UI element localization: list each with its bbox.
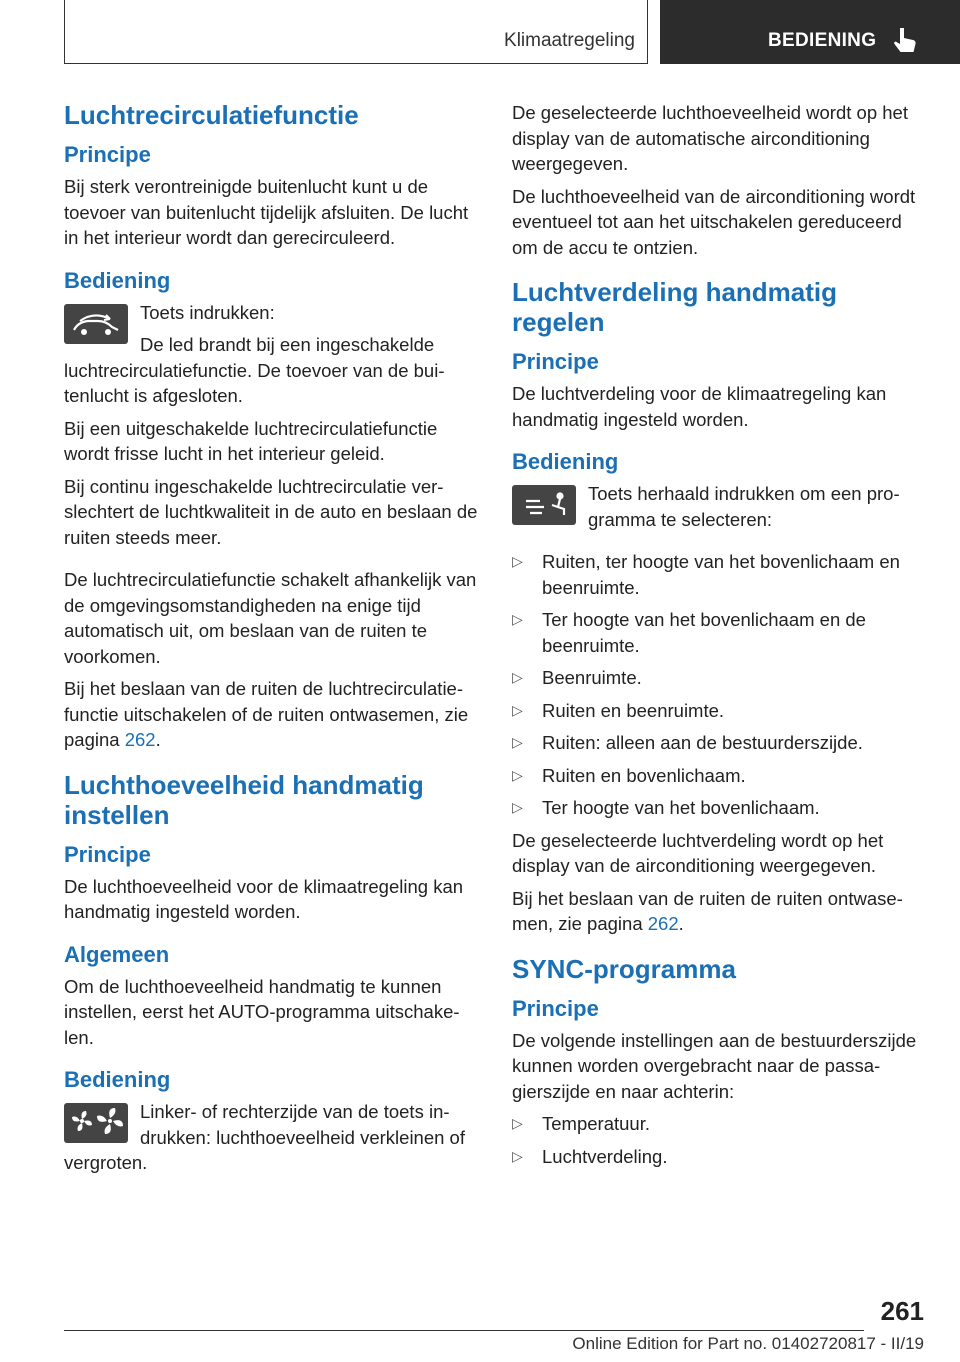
recirculation-button-icon — [64, 304, 128, 344]
recirculation-key-block — [64, 300, 482, 416]
right-column — [512, 100, 930, 1176]
subheading-principe: Principe — [512, 349, 599, 374]
page-number: 261 — [880, 1296, 924, 1326]
page-link-262[interactable]: 262 — [124, 729, 156, 750]
subheading-bediening: Bediening — [512, 449, 619, 474]
triangle-icon: ▷ — [512, 611, 523, 627]
chapter-title: Klimaatregeling — [504, 30, 635, 51]
pointing-hand-icon — [892, 26, 918, 54]
heading-air-volume: Luchthoeveelheid handmatig instellen — [64, 769, 424, 830]
header-section-box — [660, 0, 960, 64]
footer-divider — [64, 1330, 864, 1331]
sync-list — [512, 1111, 930, 1169]
paragraph: De volgende instellingen aan de bestuurderszijde kunnen worden overgebracht naar de passagierszijde en naar achterin: — [512, 1029, 917, 1102]
list-item: ▷ Ruiten, ter hoogte van het bovenlichaam en beenruimte. — [512, 551, 900, 598]
header-chapter-box — [64, 0, 648, 64]
page-header — [0, 0, 960, 66]
list-item: ▷ Luchtverdeling. — [512, 1144, 930, 1170]
triangle-icon: ▷ — [512, 734, 523, 750]
footer-edition: Online Edition for Part no. 01402720817 - II/19 — [572, 1334, 924, 1353]
subheading-bediening: Bediening — [64, 267, 171, 293]
distribution-key-block — [512, 481, 930, 539]
paragraph: De luchthoeveelheid van de airconditioning wordt eventueel tot aan het uitschakelen gereduceerd om de accu te ontzien. — [512, 185, 916, 258]
paragraph: De geselecteerde luchthoeveelheid wordt op het display van de automatische airconditioning weergegeven. — [512, 102, 908, 174]
list-item: ▷ Temperatuur. — [512, 1111, 930, 1137]
triangle-icon: ▷ — [512, 799, 523, 815]
air-distribution-button-icon — [512, 485, 576, 525]
triangle-icon: ▷ — [512, 1115, 523, 1131]
subheading-algemeen: Algemeen — [64, 941, 170, 967]
list-item: ▷ Ter hoogte van het bovenlichaam en de beenruimte. — [512, 609, 866, 656]
paragraph: Bij het beslaan van de ruiten de luchtrecirculatiefunctie uitschakelen of de ruiten ontwasemen, zie pagina 262. — [64, 678, 469, 750]
page-link-262[interactable]: 262 — [647, 913, 679, 934]
list-item: ▷ Beenruimte. — [512, 665, 930, 691]
distribution-list — [512, 549, 930, 821]
triangle-icon: ▷ — [512, 669, 523, 685]
list-item: ▷ Ter hoogte van het bovenlichaam. — [512, 795, 930, 821]
triangle-icon: ▷ — [512, 701, 523, 718]
paragraph: De led brandt bij een ingeschakelde luchtrecirculatiefunctie. De toevoer van de buitenlucht is afgesloten. — [64, 334, 445, 406]
paragraph: De luchtrecirculatiefunctie schakelt afhankelijk van de omgevingsomstandigheden na enige tijd automatisch uit, om beslaan van de ruiten te voorkomen. — [64, 569, 477, 667]
paragraph: De luchtverdeling voor de klimaatregeling kan handmatig ingesteld worden. — [512, 383, 887, 430]
section-title: BEDIENING — [768, 30, 877, 51]
subheading-principe: Principe — [512, 995, 599, 1021]
list-item: ▷ Ruiten en bovenlichaam. — [512, 763, 930, 789]
paragraph: Bij het beslaan van de ruiten de ruiten ontwasemen, zie pagina 262. — [512, 887, 903, 934]
paragraph: Linker- of rechterzijde van de toets indrukken: luchthoeveelheid verkleinen of vergroten. — [64, 1101, 465, 1173]
paragraph: Bij sterk verontreinigde buitenlucht kunt u de toevoer van buitenlucht tijdelijk afsluiten. De lucht in het interieur wordt dan gerecirculeerd. — [64, 176, 469, 248]
subheading-principe: Principe — [64, 841, 151, 867]
paragraph: Bij continu ingeschakelde luchtrecirculatie verslechtert de luchtkwaliteit in de auto en beslaan de ruiten steeds meer. — [64, 475, 478, 548]
paragraph: Toets indrukken: — [140, 301, 275, 323]
subheading-principe: Principe — [64, 142, 151, 167]
triangle-icon: ▷ — [512, 553, 523, 569]
list-item: ▷ Ruiten: alleen aan de bestuurderszijde. — [512, 730, 930, 756]
left-column — [64, 100, 482, 1183]
fan-button-icon — [64, 1103, 128, 1143]
paragraph: Toets herhaald indrukken om een programma te selecteren: — [588, 483, 900, 530]
fan-key-block — [64, 1099, 482, 1183]
paragraph: Om de luchthoeveelheid handmatig te kunnen instellen, eerst het AUTO-programma uitschakelen. — [64, 975, 460, 1048]
heading-recirculation: Luchtrecirculatiefunctie — [64, 100, 359, 130]
heading-air-distribution: Luchtverdeling handmatig regelen — [512, 277, 838, 337]
subheading-bediening: Bediening — [64, 1067, 171, 1092]
triangle-icon: ▷ — [512, 1147, 523, 1164]
triangle-icon: ▷ — [512, 766, 523, 783]
paragraph: De geselecteerde luchtverdeling wordt op het display van de airconditioning weergegeven. — [512, 829, 884, 876]
paragraph: De luchthoeveelheid voor de klimaatregeling kan handmatig ingesteld worden. — [64, 875, 464, 922]
paragraph: Bij een uitgeschakelde luchtrecirculatiefunctie wordt frisse lucht in het interieur geleid. — [64, 417, 438, 464]
list-item: ▷ Ruiten en beenruimte. — [512, 698, 930, 724]
heading-sync: SYNC-programma — [512, 953, 736, 984]
